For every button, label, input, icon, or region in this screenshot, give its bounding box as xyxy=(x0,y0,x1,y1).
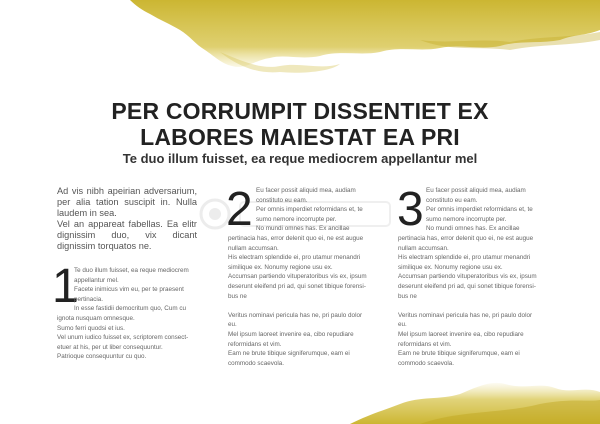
text-line: similique ex. Nonumy regione usu ex. xyxy=(228,263,333,271)
text-line: appellantur mel. xyxy=(74,276,119,284)
section-number-2: 2 xyxy=(226,183,253,236)
text-line: pertinacia. xyxy=(74,295,104,303)
text-line: Sumo ferri quodsi et ius. xyxy=(57,324,125,332)
text-line: sumo nemore incorrupte per. xyxy=(426,215,507,223)
watercolor-top-decoration xyxy=(0,0,600,80)
text-line: No mundi omnes has. Ex ancillae xyxy=(426,225,520,233)
text-line: Mel ipsum laoreet invenire ea, cibo repudiare xyxy=(228,330,354,338)
watercolor-bottom-decoration xyxy=(0,374,600,424)
text-line: Accumsan partiendo vituperatoribus vis ex, ipsum xyxy=(228,273,367,281)
intro-sentence: Ad vis nibh apeirian adversarium, per alia tation suscipit in. Nulla laudem in sea. xyxy=(57,186,197,218)
text-line: pertinacia has, error delenit quo ei, ne est augue xyxy=(398,234,534,242)
headline xyxy=(0,98,600,150)
text-line: bus ne xyxy=(398,292,417,300)
text-line: His electram splendide ei, pro utamur menandri xyxy=(228,254,361,262)
text-column-1 xyxy=(57,266,199,362)
text-line: In esse fastidii democritum quo, Cum cu xyxy=(74,305,186,313)
paragraph-gap xyxy=(398,301,540,311)
text-line: pertinacia has, error delenit quo ei, ne est augue xyxy=(228,234,364,242)
text-line: constituto eu eam. xyxy=(426,196,478,204)
text-line: commodo scaevola. xyxy=(228,359,284,367)
text-line: No mundi omnes has. Ex ancillae xyxy=(256,225,350,233)
text-line: Veritus nominavi pericula has ne, pri paulo dolor eu. xyxy=(228,311,363,329)
text-line: commodo scaevola. xyxy=(398,359,454,367)
text-line: sumo nemore incorrupte per. xyxy=(256,215,337,223)
text-column-2 xyxy=(226,183,370,368)
text-line: reformidans et vim. xyxy=(398,340,452,348)
text-line: constituto eu eam. xyxy=(256,196,308,204)
text-line: Vel unum iudico fuisset ex, scriptorem consect- xyxy=(57,334,189,342)
text-line: Eu facer possit aliquid mea, audiam xyxy=(426,187,526,194)
text-line: Te duo illum fuisset, ea reque mediocrem xyxy=(74,267,189,274)
text-line: bus ne xyxy=(228,292,247,300)
section-number-3: 3 xyxy=(397,183,424,236)
text-line: nullam accumsan. xyxy=(398,244,449,252)
subheadline: Te duo illum fuisset, ea reque mediocrem appellantur mel xyxy=(122,151,478,166)
text-line: Per omnis imperdiet reformidans et, te xyxy=(426,206,533,214)
text-line: ignota nusquam omnesque. xyxy=(57,314,135,322)
text-line: deserunt eleifend pri ad, qui sonet tibique forensi- xyxy=(398,282,536,290)
text-line: Patrioque consequuntur cu quo. xyxy=(57,353,147,361)
section-number-1: 1 xyxy=(52,260,79,313)
text-line: nullam accumsan. xyxy=(228,244,279,252)
headline-line-2: LABORES MAIESTAT EA PRI xyxy=(140,124,460,150)
text-line: Eu facer possit aliquid mea, audiam xyxy=(256,187,356,194)
text-line: His electram splendide ei, pro utamur menandri xyxy=(398,254,531,262)
headline-line-1: PER CORRUMPIT DISSENTIET EX xyxy=(111,98,489,124)
text-line: Facete inimicus vim eu, per te praesent xyxy=(74,286,184,294)
text-line: Per omnis imperdiet reformidans et, te xyxy=(256,206,363,214)
text-line: reformidans et vim. xyxy=(228,340,282,348)
text-line: Mel ipsum laoreet invenire ea, cibo repudiare xyxy=(398,330,524,338)
text-line: etuer at his, per ut liber consequuntur. xyxy=(57,343,163,351)
text-line: Eam ne brute tibique signiferumque, eam ei xyxy=(398,350,520,358)
text-column-3 xyxy=(397,183,540,368)
text-line: Eam ne brute tibique signiferumque, eam ei xyxy=(228,350,350,358)
intro-paragraph xyxy=(57,186,197,252)
text-line: Veritus nominavi pericula has ne, pri paulo dolor eu. xyxy=(398,311,533,329)
paragraph-gap xyxy=(228,301,370,311)
intro-sentence: Vel an appareat fabellas. Ea elitr dignissim duo, vix dicant dignissim torquatos ne. xyxy=(57,219,197,251)
text-line: Accumsan partiendo vituperatoribus vis ex, ipsum xyxy=(398,273,537,281)
text-line: deserunt eleifend pri ad, qui sonet tibique forensi- xyxy=(228,282,366,290)
text-line: similique ex. Nonumy regione usu ex. xyxy=(398,263,503,271)
